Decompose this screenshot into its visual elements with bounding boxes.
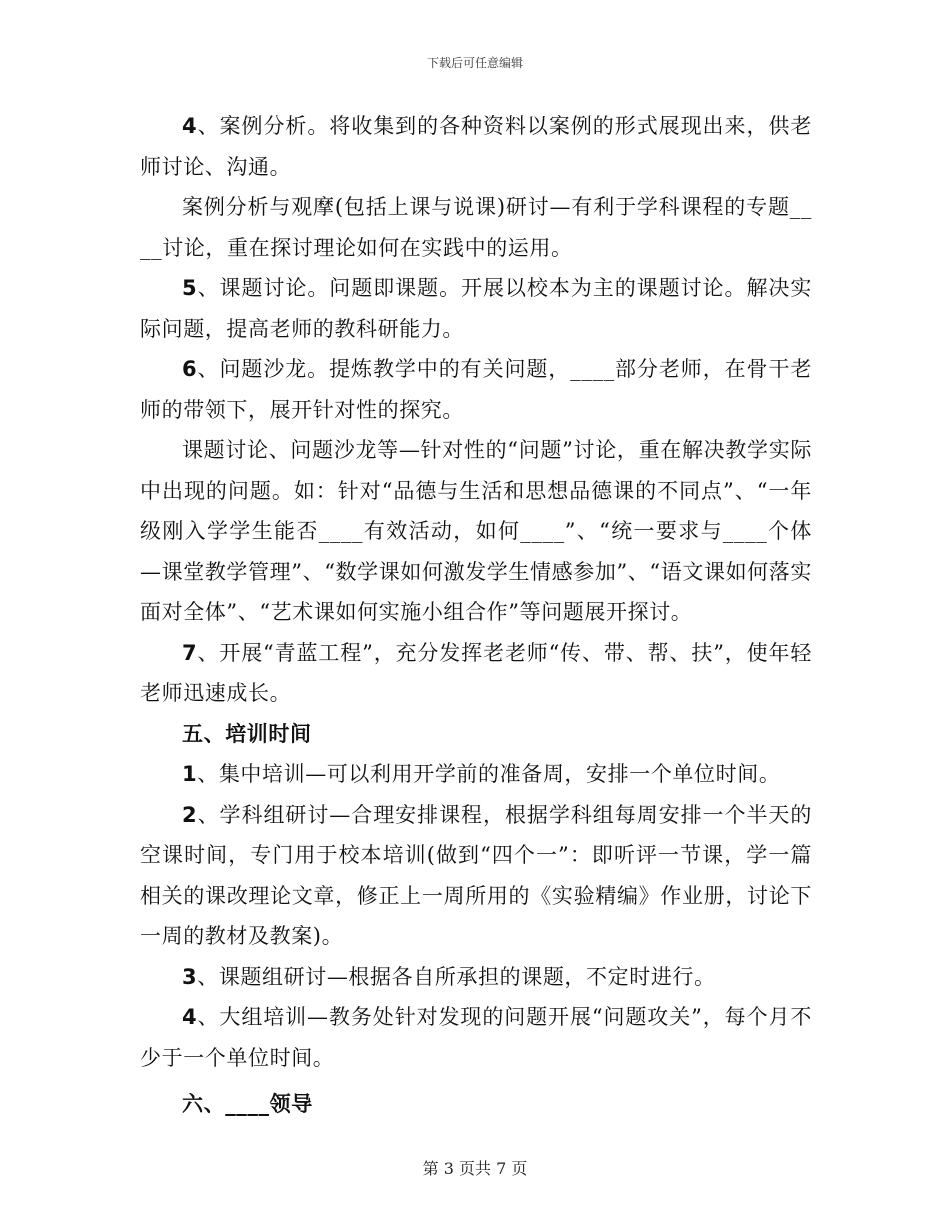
paragraph-topic-discussion — [140, 268, 812, 349]
paragraph-text: 、问题沙龙。提炼教学中的有关问题，____部分老师，在骨干老师的带领下，展开针对性的探究。 — [140, 357, 812, 422]
paragraph-subject-group — [140, 795, 812, 957]
paragraph-text: 、案例分析。将收集到的各种资料以案例的形式展现出来，供老师讨论、沟通。 — [140, 114, 812, 179]
section-heading-leadership — [140, 1084, 812, 1125]
paragraph-text: 、课题组研讨—根据各自所承担的课题，不定时进行。 — [197, 964, 716, 989]
paragraph-text: 案例分析与观摩(包括上课与说课)研讨—有利于学科课程的专题____讨论，重在探讨理论如何在实践中的运用。 — [140, 195, 812, 260]
paragraph-text: 、课题讨论。问题即课题。开展以校本为主的课题讨论。解决实际问题，提高老师的教科研能力。 — [140, 276, 812, 341]
paragraph-text: 、开展“青蓝工程”，充分发挥老老师“传、带、帮、扶”，使年轻老师迅速成长。 — [140, 640, 812, 705]
paragraph-qinglan-project — [140, 633, 812, 714]
paragraph-case-observation — [140, 187, 812, 268]
item-number: 5 — [182, 276, 198, 300]
item-number: 2 — [182, 802, 198, 827]
item-number: 7 — [182, 640, 198, 665]
page-header: 下载后可任意编辑 — [426, 56, 523, 70]
paragraph-text: 、大组培训—教务处针对发现的问题开展“问题攻关”，每个月不少于一个单位时间。 — [140, 1005, 812, 1070]
paragraph-problem-examples — [140, 430, 812, 633]
paragraph-centralized-training — [140, 754, 812, 795]
paragraph-large-group — [140, 997, 812, 1078]
paragraph-text: 、学科组研讨—合理安排课程，根据学科组每周安排一个半天的空课时间，专门用于校本培训(做到“四个一”：即听评一节课，学一篇相关的课改理论文章，修正上一周所用的《实验精编》作业册，讨论下一周的教材及教案)。 — [140, 802, 812, 948]
paragraph-problem-salon — [140, 349, 812, 430]
item-number: 3 — [182, 964, 198, 989]
paragraph-text: 、集中培训—可以利用开学前的准备周，安排一个单位时间。 — [197, 762, 781, 786]
page-footer: 第 3 页共 7 页 — [422, 1159, 528, 1178]
item-number: 4 — [182, 1005, 198, 1029]
section-heading-training-time — [140, 714, 812, 755]
heading-text: 六、____领导 — [182, 1091, 313, 1116]
heading-text: 五、培训时间 — [182, 720, 312, 746]
item-number: 6 — [182, 357, 198, 381]
paragraph-text: 课题讨论、问题沙龙等—针对性的“问题”讨论，重在解决教学实际中出现的问题。如：针对“品德与生活和思想品德课的不同点”、“一年级刚入学学生能否____有效活动，如何____”、“统一要求与____个体—课堂教学管理”、“数学课如何激发学生情感参加”、“语文课如何落实面对全体”、“艺术课如何实施小组合作”等问题展开探讨。 — [140, 438, 812, 624]
item-number: 4 — [182, 114, 198, 138]
document-body — [140, 106, 812, 1125]
item-number: 1 — [182, 762, 198, 786]
paragraph-topic-group — [140, 957, 812, 998]
paragraph-case-analysis — [140, 106, 812, 187]
